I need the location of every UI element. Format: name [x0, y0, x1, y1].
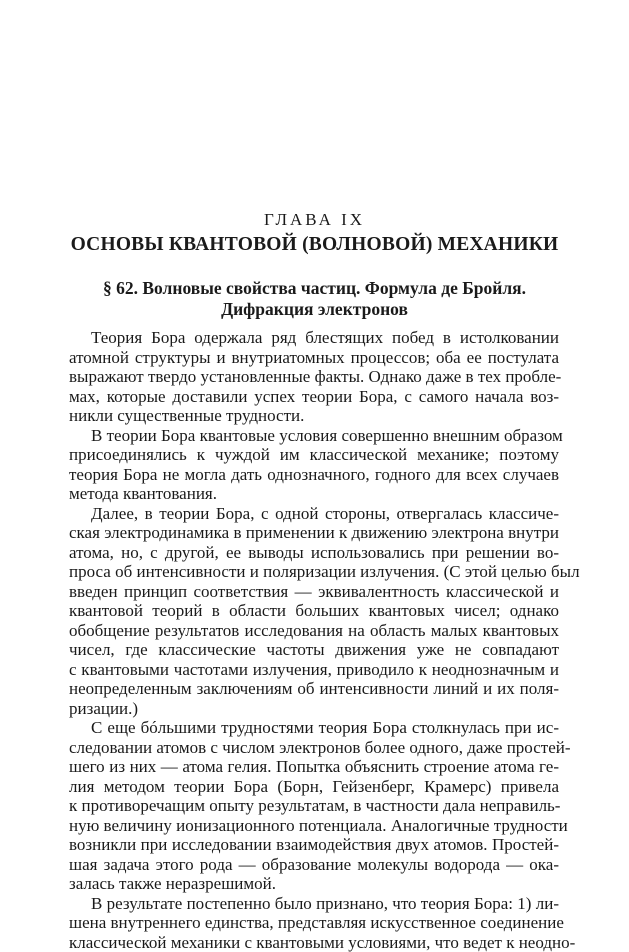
- text-line: к противоречащим опыту результатам, в частности дала неправиль-: [69, 796, 559, 816]
- section-heading-line-2: Дифракция электронов: [0, 299, 629, 320]
- text-line: ную величину ионизационного потенциала. Аналогичные трудности: [69, 816, 559, 836]
- text-line: возникли при исследовании взаимодействия двух атомов. Простей-: [69, 835, 559, 855]
- text-line: Далее, в теории Бора, с одной стороны, отвергалась классиче-: [69, 504, 559, 524]
- text-line: никли существенные трудности.: [69, 406, 559, 426]
- text-line: введен принцип соответствия — эквивалентность классической и: [69, 582, 559, 602]
- text-line: шего из них — атома гелия. Попытка объяснить строение атома ге-: [69, 757, 559, 777]
- section-heading-line-1: § 62. Волновые свойства частиц. Формула де Бройля.: [0, 278, 629, 299]
- paragraph: [69, 504, 559, 719]
- text-line: лия методом теории Бора (Борн, Гейзенберг, Крамерс) привела: [69, 777, 559, 797]
- text-line: В результате постепенно было признано, что теория Бора: 1) ли-: [69, 894, 559, 914]
- text-line: В теории Бора квантовые условия совершенно внешним образом: [69, 426, 559, 446]
- text-line: ская электродинамика в применении к движению электрона внутри: [69, 523, 559, 543]
- body-text: [69, 328, 559, 952]
- text-line: классической механики с квантовыми условиями, что ведет к неодно-: [69, 933, 559, 952]
- text-line: мах, которые доставили успех теории Бора, с самого начала воз-: [69, 387, 559, 407]
- text-line: с квантовыми частотами излучения, приводило к неоднозначным и: [69, 660, 559, 680]
- paragraph: [69, 894, 559, 952]
- paragraph: [69, 328, 559, 426]
- text-line: чисел, где классические частоты движения уже не совпадают: [69, 640, 559, 660]
- text-line: шена внутреннего единства, представляя искусственное соединение: [69, 913, 559, 933]
- text-line: квантовой теорий в области больших квантовых чисел; однако: [69, 601, 559, 621]
- text-line: неопределенным заключениям об интенсивности линий и их поля-: [69, 679, 559, 699]
- text-line: атомной структуры и внутриатомных процессов; оба ее постулата: [69, 348, 559, 368]
- chapter-heading: ГЛАВА IX: [0, 210, 629, 230]
- text-line: ризации.): [69, 699, 559, 719]
- text-line: обобщение результатов исследования на область малых квантовых: [69, 621, 559, 641]
- text-line: залась также неразрешимой.: [69, 874, 559, 894]
- chapter-title: ОСНОВЫ КВАНТОВОЙ (ВОЛНОВОЙ) МЕХАНИКИ: [0, 234, 629, 256]
- text-line: присоединялись к чуждой им классической механике; поэтому: [69, 445, 559, 465]
- text-line: проса об интенсивности и поляризации излучения. (С этой целью был: [69, 562, 559, 582]
- section-heading: [0, 278, 629, 320]
- text-line: С еще бóльшими трудностями теория Бора столкнулась при ис-: [69, 718, 559, 738]
- text-line: следовании атомов с числом электронов более одного, даже простей-: [69, 738, 559, 758]
- paragraph: [69, 426, 559, 504]
- text-line: теория Бора не могла дать однозначного, годного для всех случаев: [69, 465, 559, 485]
- text-line: метода квантования.: [69, 484, 559, 504]
- text-line: Теория Бора одержала ряд блестящих побед в истолковании: [69, 328, 559, 348]
- text-line: выражают твердо установленные факты. Однако даже в тех пробле-: [69, 367, 559, 387]
- text-line: шая задача этого рода — образование молекулы водорода — ока-: [69, 855, 559, 875]
- paragraph: [69, 718, 559, 894]
- text-line: атома, но, с другой, ее выводы использовались при решении во-: [69, 543, 559, 563]
